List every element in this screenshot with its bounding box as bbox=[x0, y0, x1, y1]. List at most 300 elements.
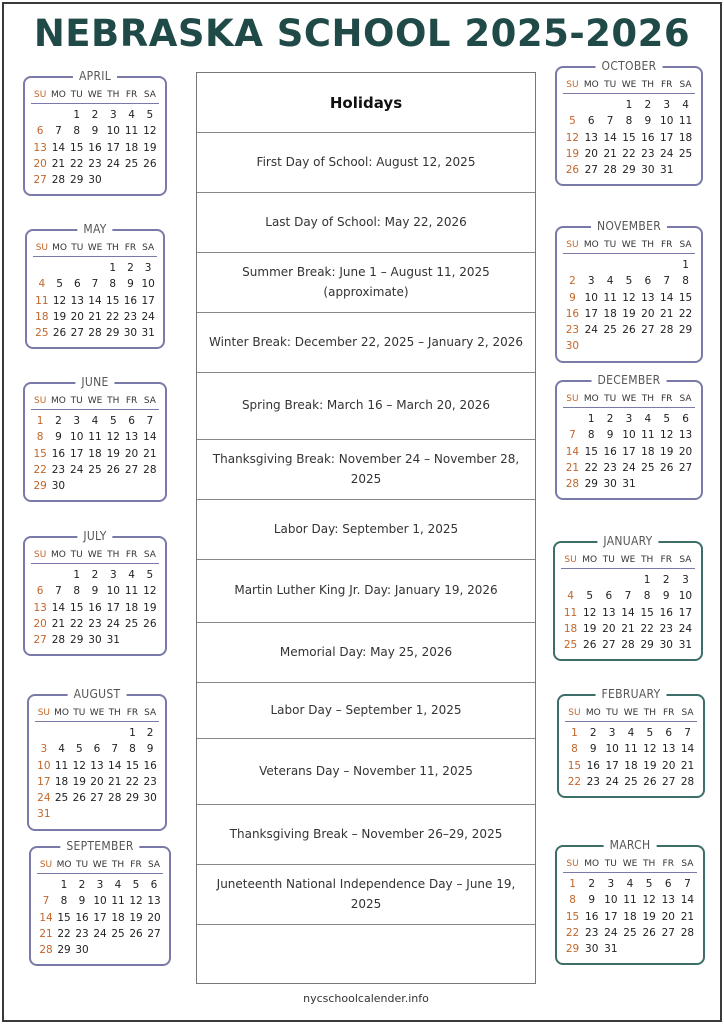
day-cell: 7 bbox=[606, 115, 614, 128]
day-cell: 12 bbox=[129, 895, 143, 908]
day-cell: 14 bbox=[565, 445, 580, 458]
day-cell: 16 bbox=[585, 910, 599, 923]
day-cell: 19 bbox=[52, 310, 67, 323]
weekday-label: SA bbox=[676, 80, 695, 94]
weekday-label: SA bbox=[678, 859, 697, 873]
day-cell: 10 bbox=[106, 585, 120, 598]
day-cell: 19 bbox=[143, 601, 157, 614]
month-grid bbox=[563, 240, 695, 355]
day-cell: 17 bbox=[93, 911, 107, 924]
footer-site: nycschoolcalender.info bbox=[303, 992, 429, 1005]
day-cell: 7 bbox=[146, 415, 154, 427]
day-cell: 10 bbox=[37, 759, 51, 772]
day-cell: 7 bbox=[624, 590, 632, 603]
weekday-label: SA bbox=[145, 860, 163, 874]
day-cell: 5 bbox=[645, 878, 653, 890]
weekday-label: TH bbox=[640, 859, 659, 873]
day-cell: 1 bbox=[109, 262, 117, 274]
day-cell: 30 bbox=[75, 944, 89, 957]
day-cell: 25 bbox=[88, 463, 102, 476]
day-cell: 24 bbox=[605, 775, 619, 788]
day-cell: 24 bbox=[106, 617, 120, 630]
month-grid bbox=[37, 860, 163, 958]
day-cell: 15 bbox=[106, 294, 120, 307]
day-cell: 2 bbox=[589, 727, 597, 739]
day-cell: 24 bbox=[678, 622, 693, 635]
day-cell: 10 bbox=[604, 894, 618, 907]
day-cell: 14 bbox=[108, 759, 122, 772]
empty-day bbox=[563, 257, 582, 273]
weekday-label: TH bbox=[638, 555, 657, 569]
day-cell: 1 bbox=[73, 109, 81, 121]
day-cell: 8 bbox=[569, 894, 576, 907]
day-cell: 15 bbox=[622, 131, 636, 144]
holiday-row: Winter Break: December 22, 2025 – January 2, 2026 bbox=[197, 313, 535, 373]
day-cell: 25 bbox=[678, 147, 693, 160]
day-cell: 27 bbox=[661, 926, 675, 939]
day-cell: 18 bbox=[54, 775, 69, 788]
day-cell: 16 bbox=[143, 759, 157, 772]
holiday-row: Last Day of School: May 22, 2026 bbox=[197, 193, 535, 253]
day-cell: 31 bbox=[141, 327, 155, 340]
day-cell: 21 bbox=[680, 910, 695, 923]
day-cell: 19 bbox=[583, 622, 597, 635]
empty-day bbox=[49, 567, 67, 583]
day-cell: 30 bbox=[659, 639, 673, 652]
weekday-label: FR bbox=[122, 396, 140, 410]
day-cell: 13 bbox=[70, 294, 84, 307]
month-calendar-february bbox=[557, 687, 705, 798]
day-cell: 13 bbox=[661, 894, 675, 907]
weekday-label: SA bbox=[139, 243, 157, 257]
day-cell: 22 bbox=[106, 310, 120, 323]
day-cell: 4 bbox=[91, 415, 99, 427]
day-cell: 6 bbox=[36, 585, 44, 598]
month-calendar-july bbox=[23, 529, 167, 656]
day-cell: 15 bbox=[584, 445, 598, 458]
day-cell: 15 bbox=[678, 291, 693, 304]
day-cell: 5 bbox=[132, 879, 140, 891]
weekday-label: SU bbox=[37, 860, 55, 874]
weekday-label: TU bbox=[603, 708, 622, 722]
day-cell: 24 bbox=[622, 461, 636, 474]
weekday-label: MO bbox=[582, 394, 601, 408]
empty-day bbox=[580, 572, 599, 588]
day-cell: 2 bbox=[662, 574, 670, 586]
day-cell: 18 bbox=[124, 141, 139, 154]
day-cell: 7 bbox=[684, 878, 691, 890]
day-cell: 21 bbox=[143, 447, 157, 460]
day-cell: 10 bbox=[106, 125, 120, 138]
day-cell: 17 bbox=[622, 445, 636, 458]
holiday-row: Veterans Day – November 11, 2025 bbox=[197, 739, 535, 805]
day-cell: 19 bbox=[129, 911, 143, 924]
empty-day bbox=[561, 572, 580, 588]
day-cell: 5 bbox=[109, 415, 117, 427]
day-cell: 20 bbox=[678, 445, 693, 458]
empty-day bbox=[601, 257, 620, 273]
day-cell: 20 bbox=[147, 911, 161, 924]
day-cell: 18 bbox=[563, 622, 578, 635]
month-name: OCTOBER bbox=[596, 59, 663, 73]
day-cell: 2 bbox=[91, 109, 99, 121]
day-cell: 8 bbox=[36, 431, 44, 444]
day-cell: 12 bbox=[143, 125, 157, 138]
weekday-label: SU bbox=[563, 859, 582, 873]
month-name: SEPTEMBER bbox=[60, 839, 139, 853]
day-cell: 24 bbox=[141, 310, 155, 323]
day-cell: 15 bbox=[33, 447, 47, 460]
day-cell: 12 bbox=[143, 585, 157, 598]
day-cell: 1 bbox=[60, 879, 68, 891]
empty-day bbox=[35, 725, 53, 741]
weekday-label: TH bbox=[638, 394, 657, 408]
day-cell: 10 bbox=[584, 291, 598, 304]
weekday-label: SA bbox=[678, 708, 697, 722]
day-cell: 21 bbox=[51, 617, 66, 630]
day-cell: 30 bbox=[585, 943, 599, 956]
day-cell: 18 bbox=[88, 447, 102, 460]
weekday-label: SA bbox=[141, 396, 159, 410]
day-cell: 14 bbox=[51, 141, 66, 154]
month-name: AUGUST bbox=[68, 687, 127, 701]
day-cell: 18 bbox=[678, 131, 693, 144]
day-cell: 22 bbox=[125, 775, 140, 788]
day-cell: 27 bbox=[147, 927, 161, 940]
day-cell: 12 bbox=[52, 294, 67, 307]
day-cell: 26 bbox=[622, 324, 636, 337]
day-cell: 11 bbox=[54, 759, 69, 772]
weekday-label: TU bbox=[599, 555, 618, 569]
month-grid bbox=[565, 708, 697, 790]
day-cell: 28 bbox=[660, 324, 674, 337]
month-grid bbox=[33, 243, 157, 341]
day-cell: 4 bbox=[682, 99, 689, 111]
day-cell: 4 bbox=[627, 727, 635, 739]
day-cell: 27 bbox=[70, 327, 84, 340]
weekday-label: SU bbox=[561, 555, 580, 569]
month-calendar-august bbox=[27, 687, 167, 831]
day-cell: 17 bbox=[584, 307, 598, 320]
day-cell: 27 bbox=[33, 634, 47, 647]
month-grid bbox=[563, 859, 697, 957]
day-cell: 28 bbox=[51, 174, 66, 187]
day-cell: 31 bbox=[678, 639, 693, 652]
day-cell: 25 bbox=[623, 926, 637, 939]
day-cell: 8 bbox=[625, 115, 633, 128]
weekday-label: WE bbox=[86, 396, 104, 410]
day-cell: 11 bbox=[641, 429, 655, 442]
weekday-label: WE bbox=[91, 860, 109, 874]
day-cell: 8 bbox=[643, 590, 651, 603]
day-cell: 22 bbox=[70, 617, 84, 630]
day-cell: 8 bbox=[571, 743, 578, 756]
day-cell: 29 bbox=[33, 480, 47, 493]
day-cell: 29 bbox=[640, 639, 654, 652]
day-cell: 29 bbox=[106, 327, 120, 340]
day-cell: 5 bbox=[625, 275, 633, 288]
day-cell: 24 bbox=[106, 157, 120, 170]
weekday-label: FR bbox=[122, 243, 140, 257]
day-cell: 10 bbox=[622, 429, 636, 442]
day-cell: 17 bbox=[141, 294, 155, 307]
day-cell: 19 bbox=[72, 775, 86, 788]
day-cell: 14 bbox=[680, 894, 695, 907]
day-cell: 2 bbox=[78, 879, 86, 891]
day-cell: 19 bbox=[643, 759, 657, 772]
day-cell: 29 bbox=[622, 164, 636, 177]
day-cell: 23 bbox=[51, 463, 66, 476]
day-cell: 19 bbox=[622, 307, 636, 320]
day-cell: 7 bbox=[42, 895, 50, 908]
day-cell: 4 bbox=[644, 413, 652, 425]
day-cell: 6 bbox=[644, 275, 652, 288]
weekday-label: FR bbox=[657, 555, 676, 569]
day-cell: 15 bbox=[57, 911, 71, 924]
day-cell: 10 bbox=[70, 431, 84, 444]
day-cell: 29 bbox=[125, 792, 140, 805]
day-cell: 10 bbox=[605, 743, 619, 756]
day-cell: 21 bbox=[565, 461, 580, 474]
day-cell: 12 bbox=[106, 431, 120, 444]
day-cell: 17 bbox=[604, 910, 618, 923]
empty-day bbox=[582, 97, 601, 113]
holidays-heading: Holidays bbox=[197, 73, 535, 133]
day-cell: 15 bbox=[125, 759, 140, 772]
day-cell: 22 bbox=[640, 622, 654, 635]
day-cell: 4 bbox=[128, 109, 135, 121]
weekday-label: WE bbox=[86, 550, 104, 564]
day-cell: 16 bbox=[88, 141, 102, 154]
day-cell: 5 bbox=[146, 569, 154, 581]
day-cell: 7 bbox=[684, 727, 691, 739]
day-cell: 1 bbox=[643, 574, 651, 586]
day-cell: 29 bbox=[565, 943, 580, 956]
day-cell: 23 bbox=[603, 461, 617, 474]
holiday-row: Memorial Day: May 25, 2026 bbox=[197, 623, 535, 683]
day-cell: 2 bbox=[91, 569, 99, 581]
day-cell: 13 bbox=[33, 601, 47, 614]
day-cell: 20 bbox=[641, 307, 655, 320]
day-cell: 28 bbox=[565, 478, 580, 491]
day-cell: 30 bbox=[88, 174, 102, 187]
day-cell: 9 bbox=[91, 585, 99, 598]
weekday-label: SA bbox=[676, 394, 695, 408]
day-cell: 27 bbox=[662, 775, 676, 788]
day-cell: 13 bbox=[641, 291, 655, 304]
day-cell: 8 bbox=[682, 275, 689, 288]
day-cell: 31 bbox=[622, 478, 636, 491]
day-cell: 26 bbox=[52, 327, 67, 340]
empty-day bbox=[657, 257, 676, 273]
day-cell: 11 bbox=[563, 606, 578, 619]
day-cell: 12 bbox=[643, 743, 657, 756]
month-calendar-september bbox=[29, 839, 171, 966]
day-cell: 23 bbox=[641, 147, 655, 160]
day-cell: 9 bbox=[606, 429, 614, 442]
weekday-label: TU bbox=[68, 90, 86, 104]
day-cell: 2 bbox=[606, 413, 614, 425]
day-cell: 20 bbox=[602, 622, 616, 635]
day-cell: 30 bbox=[143, 792, 157, 805]
day-cell: 8 bbox=[129, 743, 136, 756]
day-cell: 19 bbox=[143, 141, 157, 154]
empty-day bbox=[638, 257, 657, 273]
weekday-label: SU bbox=[563, 80, 582, 94]
weekday-label: TH bbox=[104, 90, 122, 104]
month-name: MAY bbox=[77, 222, 112, 236]
weekday-label: TU bbox=[68, 243, 86, 257]
day-cell: 24 bbox=[604, 926, 618, 939]
day-cell: 13 bbox=[124, 431, 139, 444]
day-cell: 14 bbox=[660, 291, 674, 304]
day-cell: 18 bbox=[603, 307, 617, 320]
day-cell: 4 bbox=[567, 590, 574, 603]
weekday-label: TH bbox=[638, 240, 657, 254]
day-cell: 30 bbox=[123, 327, 138, 340]
day-cell: 24 bbox=[70, 463, 84, 476]
month-name: JANUARY bbox=[597, 534, 658, 548]
holiday-row: Labor Day – September 1, 2025 bbox=[197, 683, 535, 739]
day-cell: 25 bbox=[603, 324, 617, 337]
day-cell: 5 bbox=[146, 109, 154, 121]
holiday-row: Juneteenth National Independence Day – June 19, 2025 bbox=[197, 865, 535, 925]
weekday-label: MO bbox=[580, 555, 599, 569]
day-cell: 6 bbox=[36, 125, 44, 138]
day-cell: 14 bbox=[680, 743, 695, 756]
day-cell: 23 bbox=[565, 324, 580, 337]
day-cell: 7 bbox=[569, 429, 576, 442]
day-cell: 4 bbox=[128, 569, 135, 581]
weekday-label: TH bbox=[104, 396, 122, 410]
day-cell: 23 bbox=[659, 622, 673, 635]
month-name: APRIL bbox=[73, 69, 117, 83]
day-cell: 3 bbox=[608, 727, 616, 739]
day-cell: 5 bbox=[646, 727, 654, 739]
day-cell: 30 bbox=[88, 634, 102, 647]
day-cell: 18 bbox=[111, 911, 125, 924]
day-cell: 22 bbox=[584, 461, 598, 474]
day-cell: 4 bbox=[38, 278, 46, 291]
weekday-label: SU bbox=[563, 394, 582, 408]
day-cell: 25 bbox=[624, 775, 638, 788]
day-cell: 10 bbox=[660, 115, 674, 128]
day-cell: 22 bbox=[565, 926, 580, 939]
day-cell: 16 bbox=[586, 759, 600, 772]
day-cell: 12 bbox=[565, 131, 580, 144]
day-cell: 2 bbox=[146, 727, 154, 739]
day-cell: 25 bbox=[35, 327, 49, 340]
day-cell: 5 bbox=[663, 413, 671, 425]
day-cell: 15 bbox=[70, 601, 84, 614]
day-cell: 26 bbox=[129, 927, 143, 940]
empty-day bbox=[68, 260, 86, 276]
day-cell: 28 bbox=[39, 944, 53, 957]
page-title: NEBRASKA SCHOOL 2025-2026 bbox=[33, 12, 691, 55]
month-calendar-april bbox=[23, 69, 167, 196]
day-cell: 18 bbox=[624, 759, 638, 772]
empty-day bbox=[582, 257, 601, 273]
day-cell: 11 bbox=[111, 895, 125, 908]
day-cell: 22 bbox=[33, 463, 47, 476]
month-grid bbox=[31, 396, 159, 494]
day-cell: 7 bbox=[91, 278, 99, 291]
day-cell: 28 bbox=[603, 164, 617, 177]
day-cell: 22 bbox=[622, 147, 636, 160]
day-cell: 18 bbox=[35, 310, 49, 323]
weekday-label: TU bbox=[601, 80, 620, 94]
weekday-label: WE bbox=[618, 555, 637, 569]
day-cell: 17 bbox=[70, 447, 84, 460]
day-cell: 13 bbox=[662, 743, 676, 756]
weekday-label: TH bbox=[109, 860, 127, 874]
day-cell: 16 bbox=[88, 601, 102, 614]
day-cell: 16 bbox=[659, 606, 673, 619]
empty-day bbox=[88, 725, 106, 741]
month-calendar-june bbox=[23, 375, 167, 502]
day-cell: 14 bbox=[88, 294, 102, 307]
weekday-label: MO bbox=[55, 860, 73, 874]
day-cell: 19 bbox=[642, 910, 656, 923]
day-cell: 11 bbox=[623, 894, 637, 907]
weekday-label: WE bbox=[86, 90, 104, 104]
day-cell: 19 bbox=[565, 147, 580, 160]
day-cell: 9 bbox=[644, 115, 652, 128]
day-cell: 27 bbox=[584, 164, 598, 177]
weekday-label: TH bbox=[638, 80, 657, 94]
day-cell: 1 bbox=[129, 727, 136, 739]
weekday-label: WE bbox=[620, 394, 639, 408]
day-cell: 11 bbox=[678, 115, 693, 128]
day-cell: 6 bbox=[73, 278, 81, 291]
day-cell: 10 bbox=[93, 895, 107, 908]
day-cell: 27 bbox=[641, 324, 655, 337]
day-cell: 28 bbox=[680, 926, 695, 939]
day-cell: 18 bbox=[124, 601, 139, 614]
day-cell: 9 bbox=[78, 895, 86, 908]
day-cell: 2 bbox=[588, 878, 596, 890]
day-cell: 22 bbox=[678, 307, 693, 320]
month-calendar-november bbox=[555, 219, 703, 363]
month-grid bbox=[563, 80, 695, 178]
holiday-row: Thanksgiving Break: November 24 – November 28, 2025 bbox=[197, 440, 535, 500]
weekday-label: FR bbox=[657, 394, 676, 408]
day-cell: 28 bbox=[108, 792, 122, 805]
day-cell: 3 bbox=[144, 262, 152, 274]
empty-day bbox=[33, 260, 51, 276]
day-cell: 26 bbox=[565, 164, 580, 177]
weekday-label: TH bbox=[104, 243, 122, 257]
day-cell: 16 bbox=[75, 911, 89, 924]
weekday-label: FR bbox=[122, 550, 140, 564]
day-cell: 23 bbox=[88, 157, 102, 170]
day-cell: 13 bbox=[33, 141, 47, 154]
day-cell: 9 bbox=[588, 894, 596, 907]
day-cell: 19 bbox=[106, 447, 120, 460]
month-name: NOVEMBER bbox=[591, 219, 667, 233]
day-cell: 4 bbox=[606, 275, 614, 288]
empty-day bbox=[37, 877, 55, 893]
day-cell: 14 bbox=[143, 431, 157, 444]
empty-day bbox=[620, 257, 639, 273]
day-cell: 9 bbox=[589, 743, 597, 756]
weekday-label: MO bbox=[49, 550, 67, 564]
month-calendar-january bbox=[553, 534, 703, 661]
day-cell: 3 bbox=[96, 879, 104, 891]
weekday-label: SU bbox=[33, 243, 51, 257]
day-cell: 22 bbox=[57, 927, 71, 940]
empty-day bbox=[51, 260, 69, 276]
